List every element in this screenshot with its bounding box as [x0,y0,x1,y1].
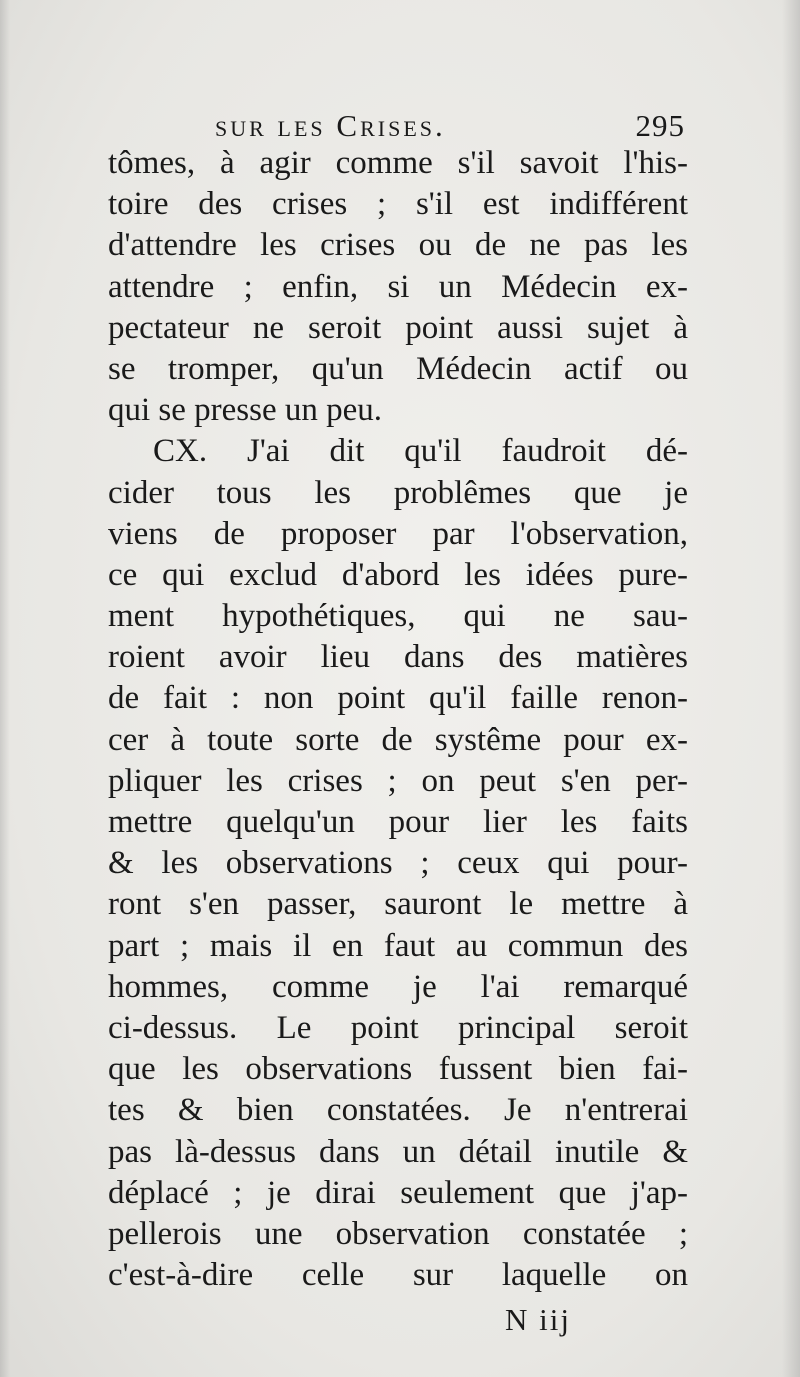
text-line: qui se presse un peu. [108,392,383,429]
text-line: roient avoir lieu dans des matières [108,639,688,676]
signature-mark: N iij [505,1302,571,1337]
text-line: ce qui exclud d'abord les idées pure- [108,556,688,593]
text-line: hommes, comme je l'ai remarqué [108,968,688,1005]
text-line: pellerois une observation constatée ; [108,1215,688,1252]
text-line: ment hypothétiques, qui ne sau- [108,598,688,635]
running-head: sur les Crises. [215,108,446,143]
text-line: ci-dessus. Le point principal seroit [108,1009,688,1046]
text-line: pliquer les crises ; on peut s'en per- [108,762,688,799]
text-line: se tromper, qu'un Médecin actif ou [108,350,688,387]
page-number: 295 [635,108,685,143]
text-line: attendre ; enfin, si un Médecin ex- [108,268,688,305]
text-line: d'attendre les crises ou de ne pas les [108,227,688,264]
text-line: tes & bien constatées. Je n'entrerai [108,1092,688,1129]
text-line: pectateur ne seroit point aussi sujet à [108,309,688,346]
text-line: CX. J'ai dit qu'il faudroit dé- [153,433,688,470]
text-line: ront s'en passer, sauront le mettre à [108,886,688,923]
text-line: déplacé ; je dirai seulement que j'ap- [108,1174,688,1211]
text-line: cer à toute sorte de systême pour ex- [108,721,688,758]
text-line: part ; mais il en faut au commun des [108,927,688,964]
body-text [108,143,688,1296]
text-line: tômes, à agir comme s'il savoit l'his- [108,145,688,181]
page-header [215,108,685,148]
text-line: & les observations ; ceux qui pour- [108,845,688,882]
text-line: toire des crises ; s'il est indifférent [108,186,688,223]
text-line: de fait : non point qu'il faille renon- [108,680,688,717]
text-line: que les observations fussent bien fai- [108,1051,688,1088]
text-line: c'est-à-dire celle sur laquelle on [108,1257,688,1294]
text-line: viens de proposer par l'observation, [108,515,688,552]
text-line: pas là-dessus dans un détail inutile & [108,1133,688,1170]
text-line: cider tous les problêmes que je [108,474,688,511]
text-line: mettre quelqu'un pour lier les faits [108,804,688,840]
